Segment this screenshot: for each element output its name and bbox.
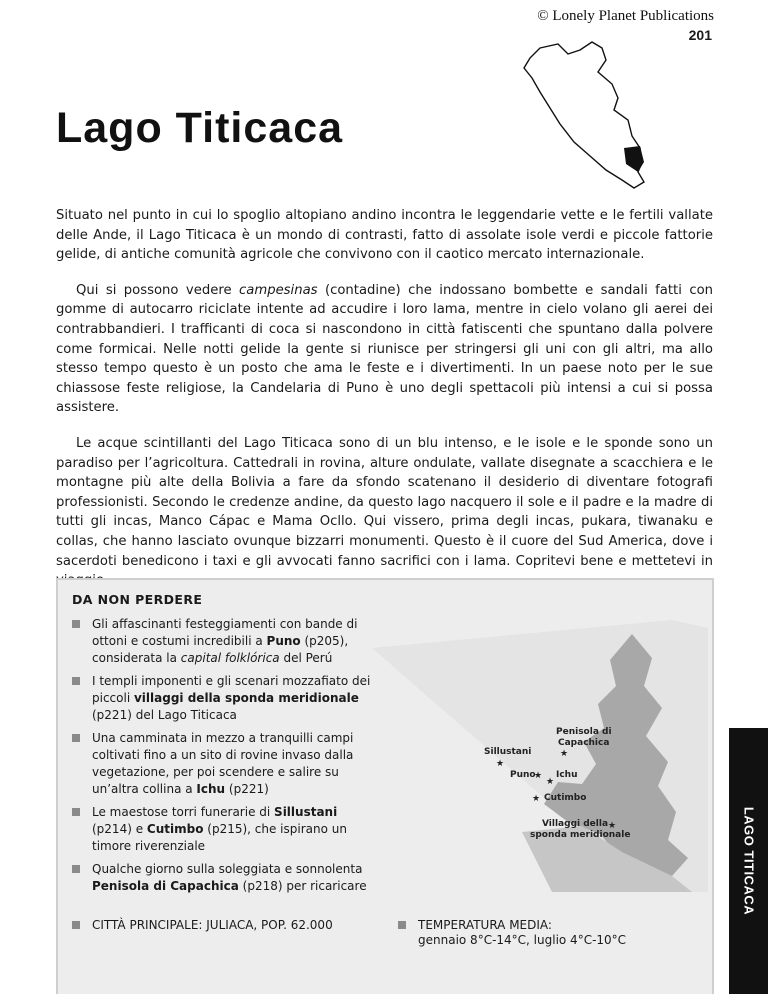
map-label-villaggi: Villaggi della: [542, 819, 609, 829]
map-label-capachica: Capachica: [558, 738, 610, 748]
bullet-square-icon: [398, 921, 406, 929]
paragraph-1: Situato nel punto in cui lo spoglio altopiano andino incontra le leggendarie vette e le fertili vallate delle Ande, il Lago Titicaca è un mondo di contrasti, fatto di assolate isole verdi e piccole fattorie gelide, di antiche comunità agricole che convivono con il caotico mercato internazionale.: [56, 208, 713, 263]
paragraph-2: Qui si possono vedere campesinas (contadine) che indossano bombette e sandali fatti con gomme di autocarro riciclate intente ad accudire i loro lama, mentre in cielo volano gli aerei dei contrabbandieri. I trafficanti di coca si nascondono in città fatiscenti che spuntano dalla polvere come formicai. Nelle notti gelide la gente si riunisce per stringersi gli uni con gli altri, ma allo stesso tempo questo è un posto che ama le feste e i divertimenti. In un paese noto per le sue chiassose feste religiose, la Candelaria di Puno è uno degli spettacoli più intensi a cui si possa assistere.: [56, 282, 714, 416]
list-item: Gli affascinanti festeggiamenti con bande di ottoni e costumi incredibili a Puno (p205), considerata la capital folklórica del Perú: [72, 616, 372, 667]
bullet-square-icon: [72, 677, 80, 685]
bullet-square-icon: [72, 865, 80, 873]
map-label-sponda: sponda meridionale: [530, 830, 631, 840]
map-label-ichu: Ichu: [556, 770, 578, 780]
temperature-stat: TEMPERATURA MEDIA: gennaio 8°C-14°C, luglio 4°C-10°C: [398, 918, 626, 948]
bullet-square-icon: [72, 808, 80, 816]
highlights-list: [72, 616, 372, 918]
list-item: Le maestose torri funerarie di Sillustani (p214) e Cutimbo (p215), che ispirano un timore riverenziale: [72, 804, 372, 855]
map-label-sillustani: Sillustani: [484, 747, 532, 757]
star-icon: ★: [546, 777, 555, 787]
page-title: Lago Titicaca: [56, 104, 344, 152]
star-icon: ★: [534, 771, 543, 781]
bullet-square-icon: [72, 734, 80, 742]
lake-region-map: [372, 608, 708, 892]
list-item: Qualche giorno sulla soleggiata e sonnolenta Penisola di Capachica (p218) per ricaricare: [72, 861, 372, 912]
star-icon: ★: [532, 794, 541, 804]
list-item: Una camminata in mezzo a tranquilli campi coltivati fino a un sito di rovine invaso dalla vegetazione, per poi scendere e salire su un’altra collina a Ichu (p221): [72, 730, 372, 798]
bullet-square-icon: [72, 921, 80, 929]
map-label-cutimbo: Cutimbo: [544, 793, 587, 803]
intro-text: [56, 206, 713, 607]
star-icon: ★: [608, 821, 617, 831]
highlights-heading: DA NON PERDERE: [72, 592, 203, 607]
main-city-stat: CITTÀ PRINCIPALE: JULIACA, POP. 62.000: [72, 918, 333, 933]
map-label-penisola: Penisola di: [556, 727, 612, 737]
copyright-notice: © Lonely Planet Publications: [537, 8, 714, 24]
paragraph-3: Le acque scintillanti del Lago Titicaca sono di un blu intenso, e le isole e le sponde sono un paradiso per l’agricoltura. Cattedrali in rovina, alture ondulate, vallate disegnate a scacchiera e le montagne più alte della Bolivia a fare da sfondo scatenano il desiderio di diventare fotografi professionisti. Secondo le credenze andine, da questo lago nacquero il sole e il padre e la madre di tutti gli incas, Manco Cápac e Mama Ocllo. Qui vissero, prima degli incas, pukara, tiwanaku e collas, che hanno lasciato ovunque bizzarri monumenti. Questo è il cuore del Sud America, dove i sacerdoti benedicono i taxi e gli avvocati fanno sacrifici con i lama. Copritevi bene e mettetevi in: [56, 435, 713, 569]
peru-locator-map: [510, 38, 670, 198]
peru-outline: [524, 42, 644, 188]
star-icon: ★: [496, 759, 505, 769]
italic-term: campesinas: [239, 282, 318, 298]
bullet-square-icon: [72, 620, 80, 628]
side-tab-label: LAGO TITICACA: [741, 806, 756, 916]
chapter-side-tab: [729, 728, 768, 994]
map-label-puno: Puno: [510, 770, 536, 780]
list-item: I templi imponenti e gli scenari mozzafiato dei piccoli villaggi della sponda meridionale (p221) del Lago Titicaca: [72, 673, 372, 724]
page-number: 201: [688, 27, 712, 43]
star-icon: ★: [560, 749, 569, 759]
